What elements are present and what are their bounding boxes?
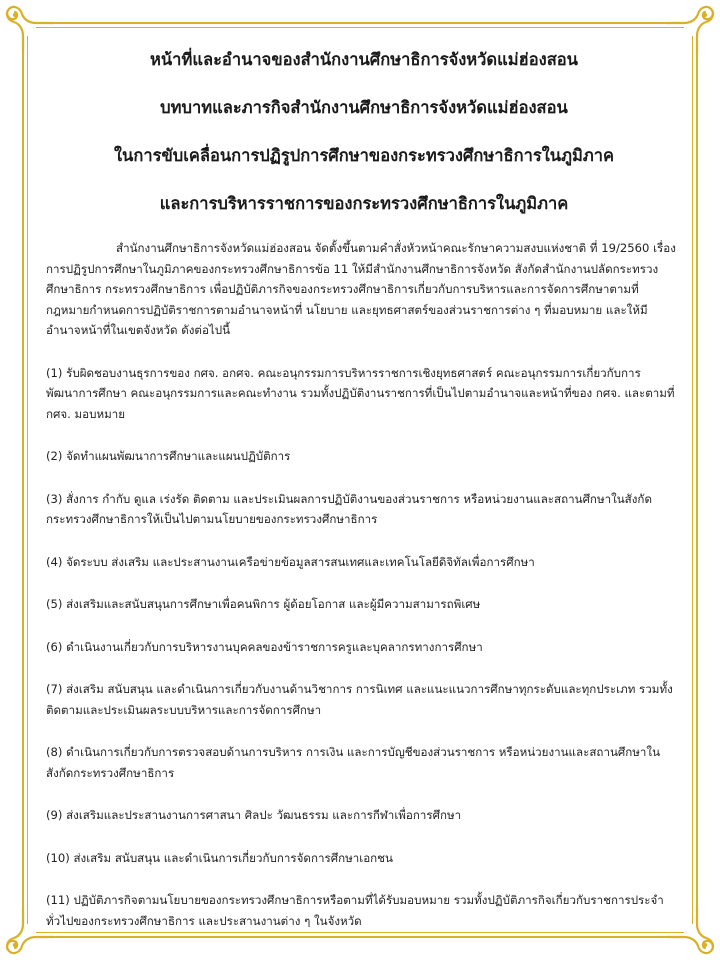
duty-item: (6) ดำเนินงานเกี่ยวกับการบริหารงานบุคคลของข้าราชการครูและบุคลากรทางการศึกษา (46, 639, 483, 654)
document-body (46, 40, 682, 953)
frame-left-inner-line (27, 36, 28, 924)
duty-item: (10) ส่งเสริม สนับสนุน และดำเนินการเกี่ยวกับการจัดการศึกษาเอกชน (46, 850, 393, 865)
duty-item: (5) ส่งเสริมและสนับสนุนการศึกษาเพื่อคนพิการ ผู้ด้อยโอกาส และผู้มีความสามารถพิเศษ (46, 597, 481, 611)
duty-item: (11) ปฏิบัติภารกิจตามนโยบายของกระทรวงศึกษาธิการหรือตามที่ได้รับมอบหมาย รวมทั้งปฏิบัติภารกิจเกี่ยวกับราชการประจำทั่วไปของกระทรวงศึกษาธิการ และประสานงานต่าง ๆ ในจังหวัด (46, 893, 664, 928)
duty-item: (7) ส่งเสริม สนับสนุน และดำเนินการเกี่ยวกับงานด้านวิชาการ การนิเทศ และแนะแนวการศึกษาทุกระดับและทุกประเภท รวมทั้งติดตามและประเมินผลระบบบริหารและการจัดการศึกษา (46, 682, 673, 717)
frame-top-line (36, 22, 684, 24)
title-block (46, 40, 682, 232)
intro-paragraph: สำนักงานศึกษาธิการจังหวัดแม่ฮ่องสอน จัดตั้งขึ้นตามคำสั่งหัวหน้าคณะรักษาความสงบแห่งชาติ ที่ 19/2560 เรื่อง การปฏิรูปการศึกษาในภูมิภาคของกระทรวงศึกษาธิการข้อ 11 ให้มีสำนักงานศึกษาธิการจังหวัด สังกัดสำนักงานปลัดกระทรวงศึกษาธิการ กระทรวงศึกษาธิการ เพื่อปฏิบัติภารกิจของกระทรวงศึกษาธิการเกี่ยวกับการบริหารและการจัดการศึกษาตามที่กฎหมายกำหนดการปฏิบัติราชการตามอำนาจหน้าที่ นโยบาย และยุทธศาสตร์ของส่วนราชการต่าง ๆ ที่มอบหมาย และให้มีอำนาจหน้าที่ในเขตจังหวัด ดังต่อไปนี้ (46, 241, 676, 337)
duty-item: (9) ส่งเสริมและประสานงานการศาสนา ศิลปะ วัฒนธรรม และการกีฬาเพื่อการศึกษา (46, 808, 462, 822)
document-subtitle: ในการขับเคลื่อนการปฏิรูปการศึกษาของกระทรวงศึกษาธิการในภูมิภาค (114, 146, 614, 165)
document-subtitle: บทบาทและภารกิจสำนักงานศึกษาธิการจังหวัดแม่ฮ่องสอน (160, 98, 568, 117)
frame-top-inner-line (36, 27, 684, 28)
duty-item: (2) จัดทำแผนพัฒนาการศึกษาและแผนปฏิบัติการ (46, 449, 291, 463)
document-title: หน้าที่และอำนาจของสำนักงานศึกษาธิการจังหวัดแม่ฮ่องสอน (150, 50, 578, 69)
frame-left-line (22, 36, 24, 924)
frame-right-line (696, 36, 698, 924)
duty-item: (4) จัดระบบ ส่งเสริม และประสานงานเครือข่ายข้อมูลสารสนเทศและเทคโนโลยีดิจิทัลเพื่อการศึกษา (46, 554, 535, 569)
frame-right-inner-line (692, 36, 693, 924)
duty-item: (1) รับผิดชอบงานธุรการของ กศจ. อกศจ. คณะอนุกรรมการบริหารราชการเชิงยุทธศาสตร์ คณะอนุกรรมการเกี่ยวกับการพัฒนาการศึกษา คณะอนุกรรมการและคณะทำงาน รวมทั้งปฏิบัติงานราชการที่เป็นไปตามอำนาจและหน้าที่ของ กศจ. และตามที่ กศจ. มอบหมาย (46, 365, 675, 421)
duty-item: (3) สั่งการ กำกับ ดูแล เร่งรัด ติดตาม และประเมินผลการปฏิบัติงานของส่วนราชการ หรือหน่วยงานและสถานศึกษาในสังกัดกระทรวงศึกษาธิการให้เป็นไปตามนโยบายของกระทรวงศึกษาธิการ (46, 491, 652, 526)
duty-item: (8) ดำเนินการเกี่ยวกับการตรวจสอบด้านการบริหาร การเงิน และการบัญชีของส่วนราชการ หรือหน่วยงานและสถานศึกษาในสังกัดกระทรวงศึกษาธิการ (46, 745, 660, 780)
document-subtitle: และการบริหารราชการของกระทรวงศึกษาธิการในภูมิภาค (159, 194, 569, 213)
